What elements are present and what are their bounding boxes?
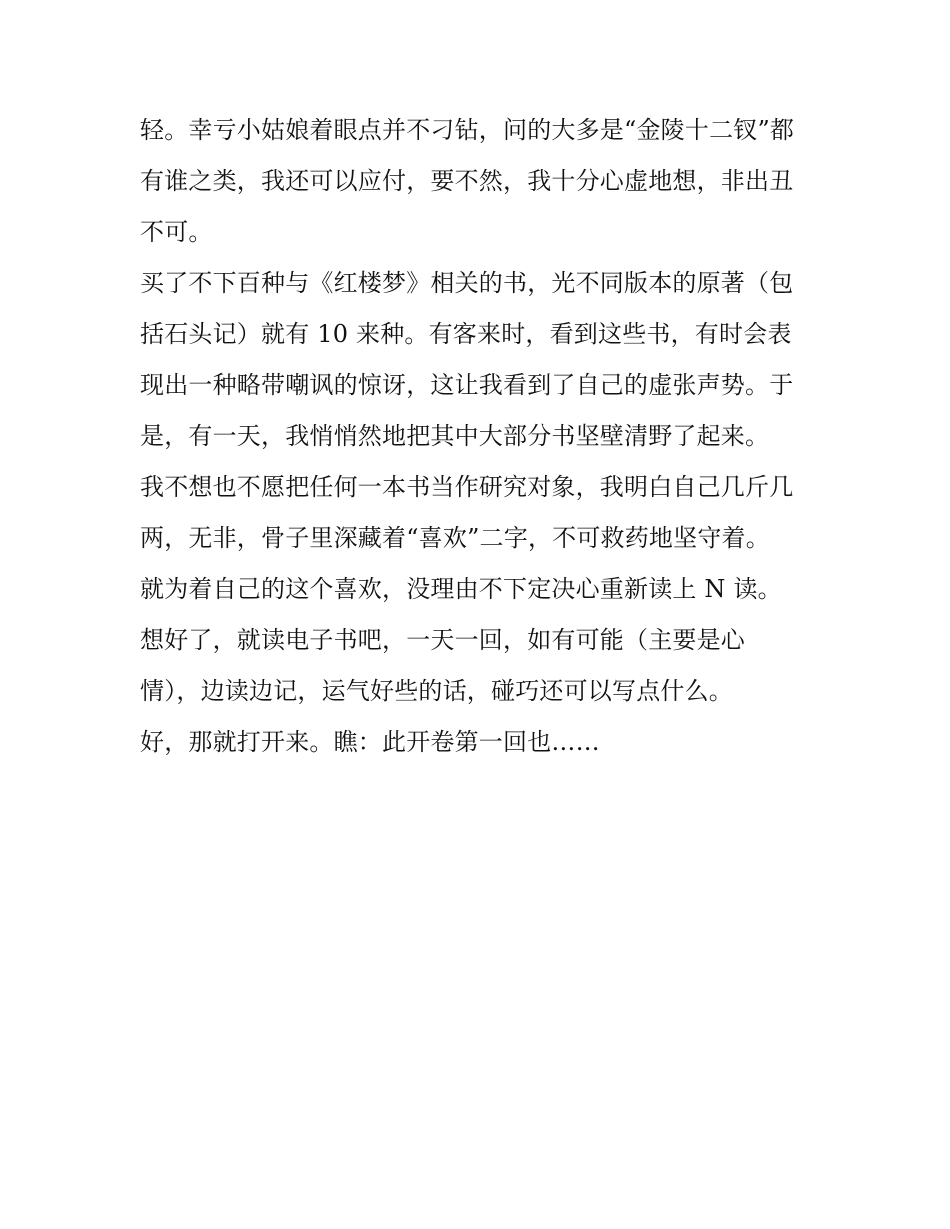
text-line: 括石头记）就有 10 来种。有客来时，看到这些书，有时会表 [140, 320, 792, 348]
text-line: 买了不下百种与《红楼梦》相关的书，光不同版本的原著（包 [140, 269, 794, 297]
text-line: 是，有一天，我悄悄然地把其中大部分书坚壁清野了起来。 [140, 422, 770, 450]
text-line: 情），边读边记，运气好些的话，碰巧还可以写点什么。 [140, 677, 733, 705]
text-line: 有谁之类，我还可以应付，要不然，我十分心虚地想，非出丑 [140, 167, 794, 195]
text-line: 不可。 [140, 218, 213, 246]
text-line: 轻。幸亏小姑娘着眼点并不刁钻，问的大多是“金陵十二钗”都 [140, 116, 795, 144]
text-line: 想好了，就读电子书吧，一天一回，如有可能（主要是心 [140, 626, 745, 654]
body-text [140, 105, 830, 768]
text-line: 两，无非，骨子里深藏着“喜欢”二字，不可救药地坚守着。 [140, 524, 770, 552]
text-line: 我不想也不愿把任何一本书当作研究对象，我明白自己几斤几 [140, 473, 794, 501]
text-line: 好，那就打开来。瞧：此开卷第一回也…… [140, 728, 600, 756]
text-line: 现出一种略带嘲讽的惊讶，这让我看到了自己的虚张声势。于 [140, 371, 794, 399]
text-line: 就为着自己的这个喜欢，没理由不下定决心重新读上 N 读。 [140, 575, 782, 603]
